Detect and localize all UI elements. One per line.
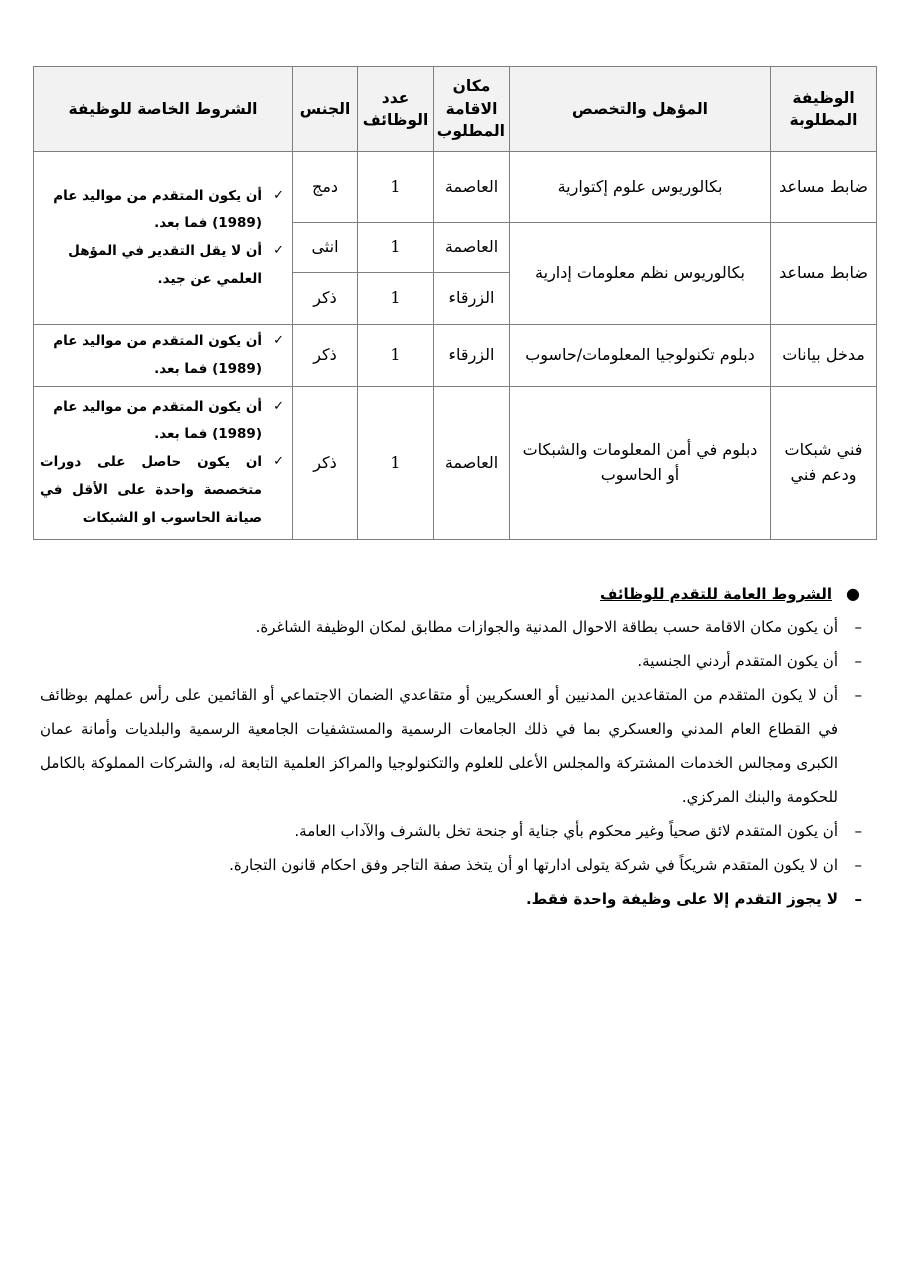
header-count: عدد الوظائف [358, 67, 434, 152]
check-icon: ✓ [273, 398, 284, 414]
cell-job: ضابط مساعد [771, 223, 877, 325]
cell-location: العاصمة [434, 152, 510, 223]
cell-qualification: بكالوريوس علوم إكتوارية [510, 152, 771, 223]
condition-item: ✓ أن يكون المتقدم من مواليد عام (1989) فما بعد. [40, 328, 286, 383]
cell-qualification: بكالوريوس نظم معلومات إدارية [510, 223, 771, 325]
header-job: الوظيفة المطلوبة [771, 67, 877, 152]
list-item: – لا يجوز التقدم إلا على وظيفة واحدة فقط. [40, 882, 868, 916]
cell-count: 1 [358, 325, 434, 387]
list-item: – أن يكون مكان الاقامة حسب بطاقة الاحوال المدنية والجوازات مطابق لمكان الوظيفة الشاغرة. [40, 610, 868, 644]
cell-gender: دمج [293, 152, 358, 223]
cell-conditions [34, 152, 293, 325]
cell-location: العاصمة [434, 387, 510, 540]
bullet-icon: ● [846, 584, 860, 603]
check-icon: ✓ [273, 332, 284, 348]
table-header-row [34, 67, 877, 152]
cell-count: 1 [358, 387, 434, 540]
header-gender: الجنس [293, 67, 358, 152]
cell-location: الزرقاء [434, 325, 510, 387]
jobs-table [33, 66, 877, 540]
cell-job: ضابط مساعد [771, 152, 877, 223]
cell-count: 1 [358, 152, 434, 223]
header-conditions: الشروط الخاصة للوظيفة [34, 67, 293, 152]
condition-item: ✓ أن يكون المتقدم من مواليد عام (1989) فما بعد. [40, 394, 286, 449]
table-row [34, 152, 877, 223]
cell-qualification: دبلوم تكنولوجيا المعلومات/حاسوب [510, 325, 771, 387]
cell-conditions [34, 325, 293, 387]
condition-item: ✓ أن لا يقل التقدير في المؤهل العلمي عن جيد. [40, 238, 286, 293]
dash-icon: – [854, 890, 862, 908]
general-conditions-title: ● الشروط العامة للتقدم للوظائف [40, 578, 868, 610]
cell-gender: ذكر [293, 273, 358, 325]
header-qualification: المؤهل والتخصص [510, 67, 771, 152]
dash-icon: – [854, 822, 862, 840]
cell-location: العاصمة [434, 223, 510, 273]
cell-qualification: دبلوم في أمن المعلومات والشبكات أو الحاسوب [510, 387, 771, 540]
header-location: مكان الاقامة المطلوب [434, 67, 510, 152]
dash-icon: – [854, 856, 862, 874]
cell-job: فني شبكات ودعم فني [771, 387, 877, 540]
cell-count: 1 [358, 273, 434, 325]
list-item: – أن يكون المتقدم لائق صحياً وغير محكوم بأي جناية أو جنحة تخل بالشرف والآداب العامة. [40, 814, 868, 848]
list-item: – ان لا يكون المتقدم شريكاً في شركة يتولى ادارتها او أن يتخذ صفة التاجر وفق احكام قانون التجارة. [40, 848, 868, 882]
list-item: – أن لا يكون المتقدم من المتقاعدين المدنيين أو العسكريين أو متقاعدي الضمان الاجتماعي أو القائمين على رأس عملهم بوظائف في القطاع العام المدني والعسكري بما في ذلك الجامعات الرسمية والمستشفيات الجامعية الرسمية والبلديات وأمانة عمان الكبرى ومجالس الخدمات المشتركة والمجلس الأعلى للعلوم والتكنولوجيا والمراكز العلمية التابعة له، والشركات المملوكة بالكامل للحكومة والبنك المركزي. [40, 678, 868, 814]
general-conditions-section [40, 578, 868, 916]
cell-gender: ذكر [293, 387, 358, 540]
condition-item: ✓ أن يكون المتقدم من مواليد عام (1989) فما بعد. [40, 183, 286, 238]
general-conditions-list [40, 610, 868, 916]
table-row [34, 325, 877, 387]
cell-job: مدخل بيانات [771, 325, 877, 387]
dash-icon: – [854, 618, 862, 636]
check-icon: ✓ [273, 187, 284, 203]
check-icon: ✓ [273, 243, 284, 258]
cell-count: 1 [358, 223, 434, 273]
dash-icon: – [854, 652, 862, 670]
condition-item: ✓ ان يكون حاصل على دورات متخصصة واحدة على الأقل في صيانة الحاسوب او الشبكات [40, 449, 286, 532]
cell-gender: انثى [293, 223, 358, 273]
cell-location: الزرقاء [434, 273, 510, 325]
cell-conditions [34, 387, 293, 540]
check-icon: ✓ [273, 454, 284, 470]
cell-gender: ذكر [293, 325, 358, 387]
dash-icon: – [854, 686, 862, 704]
table-row [34, 387, 877, 540]
list-item: – أن يكون المتقدم أردني الجنسية. [40, 644, 868, 678]
